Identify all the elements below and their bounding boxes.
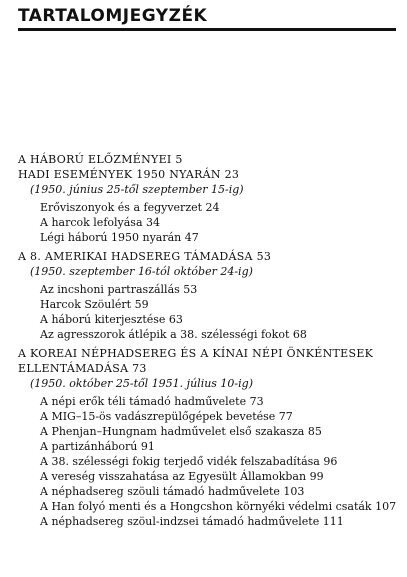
section-title: A 8. AMERIKAI HADSEREG TÁMADÁSA 53 xyxy=(18,250,272,263)
toc-entry: A 38. szélességi fokig terjedő vidék felszabadítása 96 xyxy=(40,455,338,468)
toc-entry: A Han folyó menti és a Hongcshon környéki védelmi csaták 107 xyxy=(40,500,397,513)
toc-entry: A vereség visszahatása az Egyesült Államokban 99 xyxy=(40,470,324,483)
section-date-range: (1950. szeptember 16-tól október 24-ig) xyxy=(30,265,253,278)
toc-section xyxy=(18,249,403,342)
table-of-contents xyxy=(18,152,403,533)
toc-entry: A népi erők téli támadó hadművelete 73 xyxy=(40,395,264,408)
toc-entry: Légi háború 1950 nyarán 47 xyxy=(40,231,199,244)
toc-entry: A háború kiterjesztése 63 xyxy=(40,313,183,326)
toc-section xyxy=(18,346,403,529)
section-title: HADI ESEMÉNYEK 1950 NYARÁN 23 xyxy=(18,168,240,181)
section-item-list xyxy=(18,200,403,245)
toc-entry: A MIG–15-ös vadászrepülőgépek bevetése 77 xyxy=(40,410,293,423)
toc-entry: A harcok lefolyása 34 xyxy=(40,216,160,229)
toc-section xyxy=(18,167,403,245)
title-underline xyxy=(18,28,396,31)
section-title: A KOREAI NÉPHADSEREG ÉS A KÍNAI NÉPI ÖNKÉNTESEK ELLENTÁMADÁSA 73 xyxy=(18,347,374,375)
section-item-list xyxy=(18,282,403,342)
section-date-range: (1950. június 25-től szeptember 15-ig) xyxy=(30,183,244,196)
toc-entry: A néphadsereg szöuli támadó hadművelete 103 xyxy=(40,485,305,498)
toc-entry: Harcok Szöulért 59 xyxy=(40,298,149,311)
page-title: TARTALOMJEGYZÉK xyxy=(18,6,208,26)
section-date-range: (1950. október 25-től 1951. július 10-ig) xyxy=(30,377,253,390)
toc-entry: Az agresszorok átlépik a 38. szélességi fokot 68 xyxy=(40,328,307,341)
section-title: A HÁBORÚ ELŐZMÉNYEI 5 xyxy=(18,153,183,166)
toc-entry: A néphadsereg szöul-indzsei támadó hadművelete 111 xyxy=(40,515,344,528)
toc-entry: Az incshoni partraszállás 53 xyxy=(40,283,198,296)
toc-entry: A partizánháború 91 xyxy=(40,440,155,453)
toc-entry: A Phenjan–Hungnam hadművelet első szakasza 85 xyxy=(40,425,322,438)
section-item-list xyxy=(18,394,403,529)
toc-entry: Erőviszonyok és a fegyverzet 24 xyxy=(40,201,220,214)
toc-section xyxy=(18,152,403,167)
